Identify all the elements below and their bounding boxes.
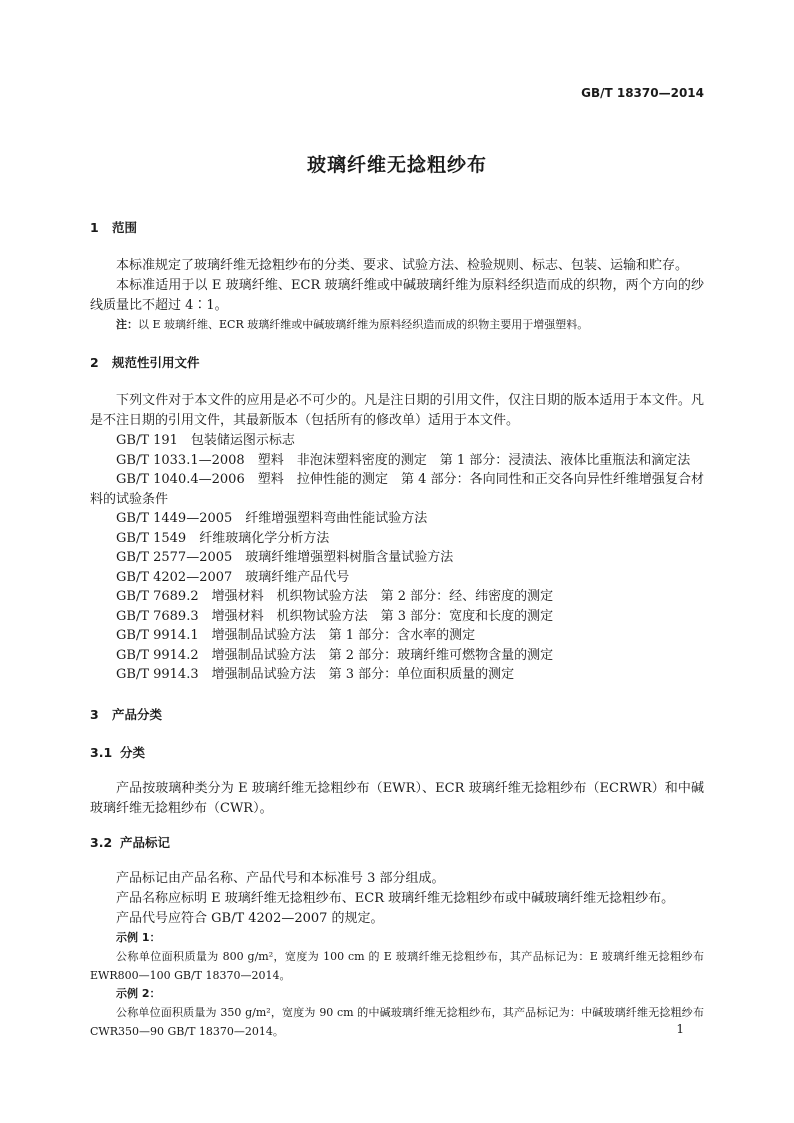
reference-item: GB/T 2577—2005 玻璃纤维增强塑料树脂含量试验方法 — [116, 550, 454, 565]
scope-paragraph-2: 本标准适用于以 E 玻璃纤维、ECR 玻璃纤维或中碱玻璃纤维为原料经织造而成的织物，两个方向的纱线质量比不超过 4∶1。 — [90, 278, 704, 313]
section-3-heading — [90, 705, 704, 725]
scope-paragraph-1: 本标准规定了玻璃纤维无捻粗纱布的分类、要求、试验方法、检验规则、标志、包装、运输和贮存。 — [116, 258, 689, 273]
example-1-label: 示例 1： — [116, 930, 161, 944]
reference-item: GB/T 191 包装储运图示标志 — [116, 433, 295, 448]
section-title: 产品分类 — [112, 706, 163, 722]
note-label: 注： — [116, 318, 138, 331]
reference-list — [90, 431, 704, 685]
example-2-label: 示例 2： — [116, 986, 161, 1000]
subsection-title: 产品标记 — [120, 834, 171, 850]
reference-item: GB/T 4202—2007 玻璃纤维产品代号 — [116, 569, 350, 585]
marking-paragraph-1: 产品标记由产品名称、产品代号和本标准号 3 部分组成。 — [116, 870, 445, 886]
document-body — [90, 218, 704, 1041]
example-2-text: 公称单位面积质量为 350 g/m²，宽度为 90 cm 的中碱玻璃纤维无捻粗纱布，其产品标记为：中碱玻璃纤维无捻粗纱布 CWR350—90 GB/T 18370—2014。 — [90, 1005, 704, 1038]
section-number: 2 — [90, 355, 99, 370]
classification-paragraph: 产品按玻璃种类分为 E 玻璃纤维无捻粗纱布（EWR）、ECR 玻璃纤维无捻粗纱布（ECRWR）和中碱玻璃纤维无捻粗纱布（CWR）。 — [90, 780, 704, 816]
reference-item: GB/T 9914.1 增强制品试验方法 第 1 部分：含水率的测定 — [116, 628, 476, 643]
section-1-heading — [90, 218, 704, 238]
note-text: 以 E 玻璃纤维、ECR 玻璃纤维或中碱玻璃纤维为原料经织造而成的织物主要用于增强塑料。 — [138, 318, 589, 331]
subsection-title: 分类 — [120, 744, 146, 760]
reference-item: GB/T 7689.2 增强材料 机织物试验方法 第 2 部分：经、纬密度的测定 — [116, 589, 554, 604]
reference-item: GB/T 7689.3 增强材料 机织物试验方法 第 3 部分：宽度和长度的测定 — [116, 608, 554, 624]
scope-note — [90, 316, 704, 334]
section-2-heading — [90, 353, 704, 373]
reference-item: GB/T 1449—2005 纤维增强塑料弯曲性能试验方法 — [116, 511, 428, 526]
page-number: 1 — [676, 1022, 684, 1036]
subsection-number: 3.1 — [90, 744, 113, 760]
subsection-3-2-heading — [90, 833, 704, 853]
reference-item: GB/T 1549 纤维玻璃化学分析方法 — [116, 530, 330, 546]
marking-paragraph-3: 产品代号应符合 GB/T 4202—2007 的规定。 — [116, 910, 384, 926]
reference-item: GB/T 1040.4—2006 塑料 拉伸性能的测定 第 4 部分：各向同性和正交各向异性纤维增强复合材料的试验条件 — [90, 472, 704, 507]
reference-item: GB/T 9914.2 增强制品试验方法 第 2 部分：玻璃纤维可燃物含量的测定 — [116, 647, 554, 663]
subsection-3-1-heading — [90, 743, 704, 763]
references-intro: 下列文件对于本文件的应用是必不可少的。凡是注日期的引用文件，仅注日期的版本适用于本文件。凡是不注日期的引用文件，其最新版本（包括所有的修改单）适用于本文件。 — [90, 393, 704, 428]
section-title: 范围 — [112, 220, 138, 235]
section-number: 3 — [90, 706, 99, 722]
section-number: 1 — [90, 220, 99, 235]
document-id: GB/T 18370—2014 — [581, 86, 704, 100]
subsection-number: 3.2 — [90, 834, 113, 850]
document-title: 玻璃纤维无捻粗纱布 — [306, 154, 487, 176]
reference-item: GB/T 1033.1—2008 塑料 非泡沫塑料密度的测定 第 1 部分：浸渍法、液体比重瓶法和滴定法 — [116, 452, 691, 468]
section-title: 规范性引用文件 — [112, 355, 200, 370]
reference-item: GB/T 9914.3 增强制品试验方法 第 3 部分：单位面积质量的测定 — [116, 667, 515, 682]
marking-paragraph-2: 产品名称应标明 E 玻璃纤维无捻粗纱布、ECR 玻璃纤维无捻粗纱布或中碱玻璃纤维无捻粗纱布。 — [116, 890, 675, 906]
example-1-text: 公称单位面积质量为 800 g/m²，宽度为 100 cm 的 E 玻璃纤维无捻粗纱布，其产品标记为：E 玻璃纤维无捻粗纱布 EWR800—100 GB/T 18370—2014。 — [90, 949, 704, 982]
